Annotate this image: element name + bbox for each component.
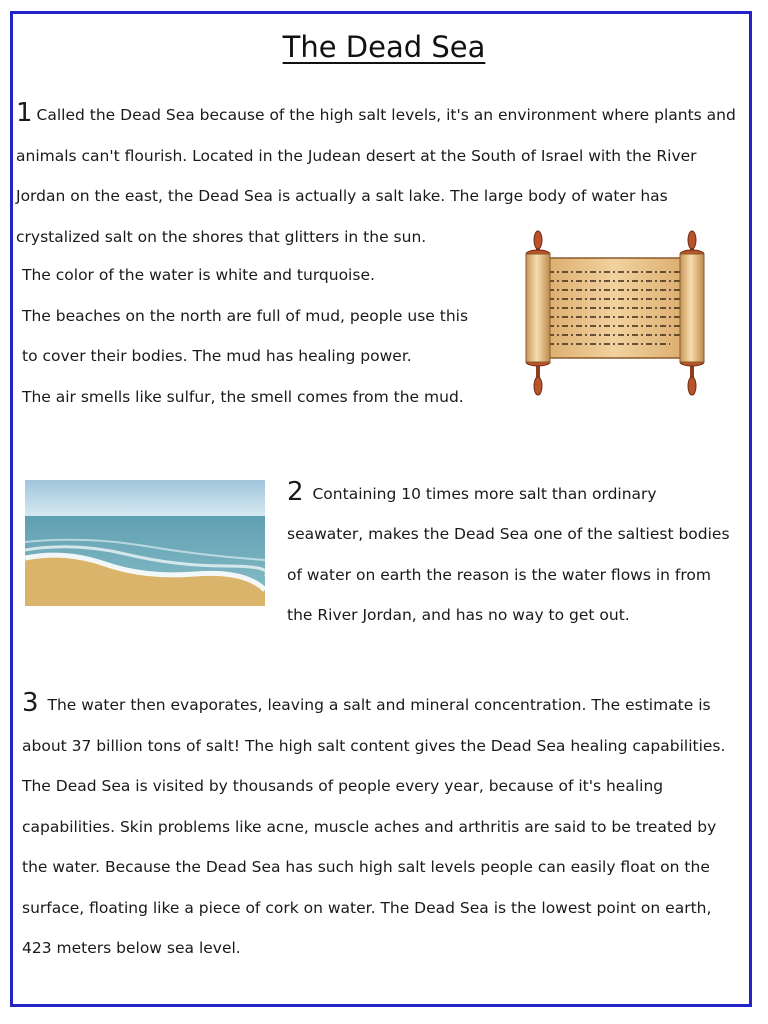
paragraph-1-line-7: to cover their bodies. The mud has healing power. (22, 347, 412, 365)
sea-shore-illustration (25, 480, 265, 606)
paragraph-2-line-1 (287, 477, 657, 507)
paragraph-1-line-4: crystalized salt on the shores that glitters in the sun. (16, 228, 427, 246)
page-title: The Dead Sea (282, 30, 486, 64)
paragraph-1-line-8: The air smells like sulfur, the smell comes from the mud. (22, 388, 464, 406)
paragraph-1-number: 1 (16, 98, 33, 128)
paragraph-1-line-6: The beaches on the north are full of mud, people use this (22, 307, 469, 325)
paragraph-3-line-5: the water. Because the Dead Sea has such high salt levels people can easily float on the (22, 858, 710, 876)
paragraph-2-line-4: the River Jordan, and has no way to get out. (287, 606, 630, 624)
paragraph-2-number: 2 (287, 477, 304, 507)
paragraph-1-line-5: The color of the water is white and turquoise. (22, 266, 375, 284)
paragraph-3-line-6: surface, floating like a piece of cork on water. The Dead Sea is the lowest point on earth, (22, 899, 712, 917)
paragraph-2-line-3: of water on earth the reason is the water flows in from (287, 566, 711, 584)
paragraph-3-line-1 (22, 688, 711, 718)
paragraph-1-line-3: Jordan on the east, the Dead Sea is actually a salt lake. The large body of water has (16, 187, 668, 205)
paragraph-3-text: The water then evaporates, leaving a salt and mineral concentration. The estimate is (47, 696, 711, 714)
paragraph-1-line-1 (16, 98, 736, 128)
paragraph-3-number: 3 (22, 688, 39, 718)
paragraph-3-line-4: capabilities. Skin problems like acne, muscle aches and arthritis are said to be treated by (22, 818, 717, 836)
paragraph-3-line-2: about 37 billion tons of salt! The high salt content gives the Dead Sea healing capabilities. (22, 737, 726, 755)
paragraph-2-line-2: seawater, makes the Dead Sea one of the saltiest bodies (287, 525, 730, 543)
paragraph-3-line-7: 423 meters below sea level. (22, 939, 241, 957)
paragraph-1-line-2: animals can't flourish. Located in the Judean desert at the South of Israel with the River (16, 147, 697, 165)
paragraph-2-text: Containing 10 times more salt than ordinary (312, 485, 657, 503)
paragraph-3-line-3: The Dead Sea is visited by thousands of people every year, because of it's healing (22, 777, 664, 795)
scroll-illustration (500, 228, 730, 398)
paragraph-1-text: Called the Dead Sea because of the high salt levels, it's an environment where plants and (36, 106, 736, 124)
